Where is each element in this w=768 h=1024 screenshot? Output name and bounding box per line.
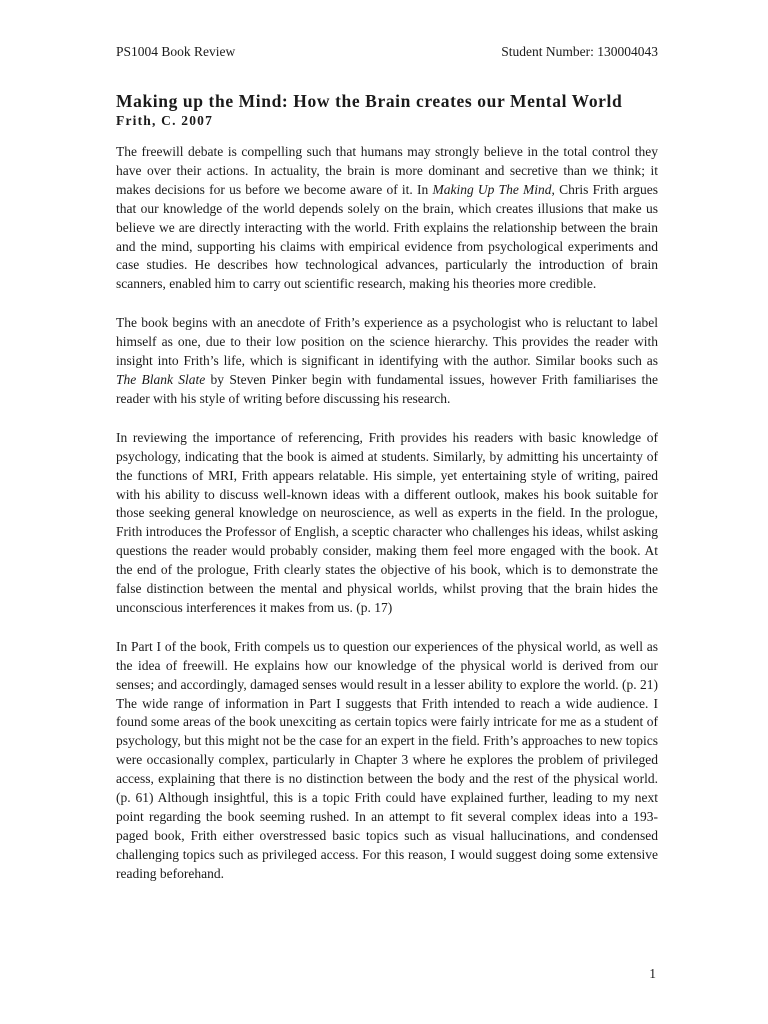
paragraph-4: In Part I of the book, Frith compels us to question our experiences of the physical world, as well as the idea of freewill. He explains how our knowledge of the physical world is derived from our senses; and accordingly, damaged senses would result in a lesser ability to explore the world. (p. 21) The wide range of information in Part I suggests that Frith intended to reach a wide audience. I found some areas of the book unexciting as certain topics were fairly intricate for me as a student of psychology, but this might not be the case for an expert in the field. Frith’s approaches to new topics were occasionally complex, particularly in Chapter 3 where he explores the problem of privileged access, explaining that there is no distinction between the body and the rest of the physical world. (p. 61) Although insightful, this is a topic Frith could have explained further, leading to my next point regarding the book seeming rushed. In an attempt to fit several complex ideas into a 193-paged book, Frith either overstressed basic topics such as visual hallucinations, and condensed challenging topics such as privileged access. For this reason, I would suggest doing some extensive reading beforehand. <box>116 638 659 881</box>
paragraph-1: The freewill debate is compelling such that humans may strongly believe in the total control they have over their actions. In actuality, the brain is more dominant and secretive than we think; it makes decisions for us before we become aware of it. In Making Up The Mind, Chris Frith argues that our knowledge of the world depends solely on the brain, which creates illusions that make us believe we are directly interacting with the world. Frith explains the relationship between the brain and the mind, supporting his claims with empirical evidence from psychological experiments and case studies. He describes how technological advances, particularly the introduction of brain scanners, enabled him to carry out scientific research, making his theories more credible. <box>116 144 659 292</box>
book-title-italic: The Blank Slate <box>116 371 206 387</box>
header-course: PS1004 Book Review <box>116 44 236 59</box>
paragraph-2: The book begins with an anecdote of Frith’s experience as a psychologist who is reluctant to label himself as one, due to their low position on the science hierarchy. This provides the reader with insight into Frith’s life, which is significant in identifying with the author. Similar books such as The Blank Slate by Steven Pinker begin with fundamental issues, however Frith familiarises the reader with his style of writing before discussing his research. <box>116 315 659 406</box>
book-title-italic: Making Up The Mind <box>432 181 552 197</box>
review-body <box>116 143 658 904</box>
page-header <box>116 44 658 62</box>
paragraph-3: In reviewing the importance of referencing, Frith provides his readers with basic knowledge of psychology, indicating that the book is aimed at students. Similarly, by admitting his uncertainty of the functions of MRI, Frith appears relatable. His simple, yet entertaining style of writing, paired with his ability to discuss well-known ideas with a different outlook, makes his book suitable for those seeking general knowledge on neuroscience, as well as experts in the field. In the prologue, Frith introduces the Professor of English, a sceptic character who challenges his ideas, whilst asking questions the reader would probably consider, making them feel more engaged with the book. At the end of the prologue, Frith clearly states the objective of his book, which is to demonstrate the false distinction between the mental and physical worlds, whilst proving that the brain hides the unconscious interferences it makes from us. (p. 17) <box>116 429 658 615</box>
title-block <box>116 90 658 130</box>
document-title: Making up the Mind: How the Brain creates our Mental World <box>116 91 623 111</box>
header-student-number: Student Number: 130004043 <box>501 44 658 59</box>
page-number: 1 <box>649 966 656 981</box>
author-citation: Frith, C. 2007 <box>116 113 214 128</box>
